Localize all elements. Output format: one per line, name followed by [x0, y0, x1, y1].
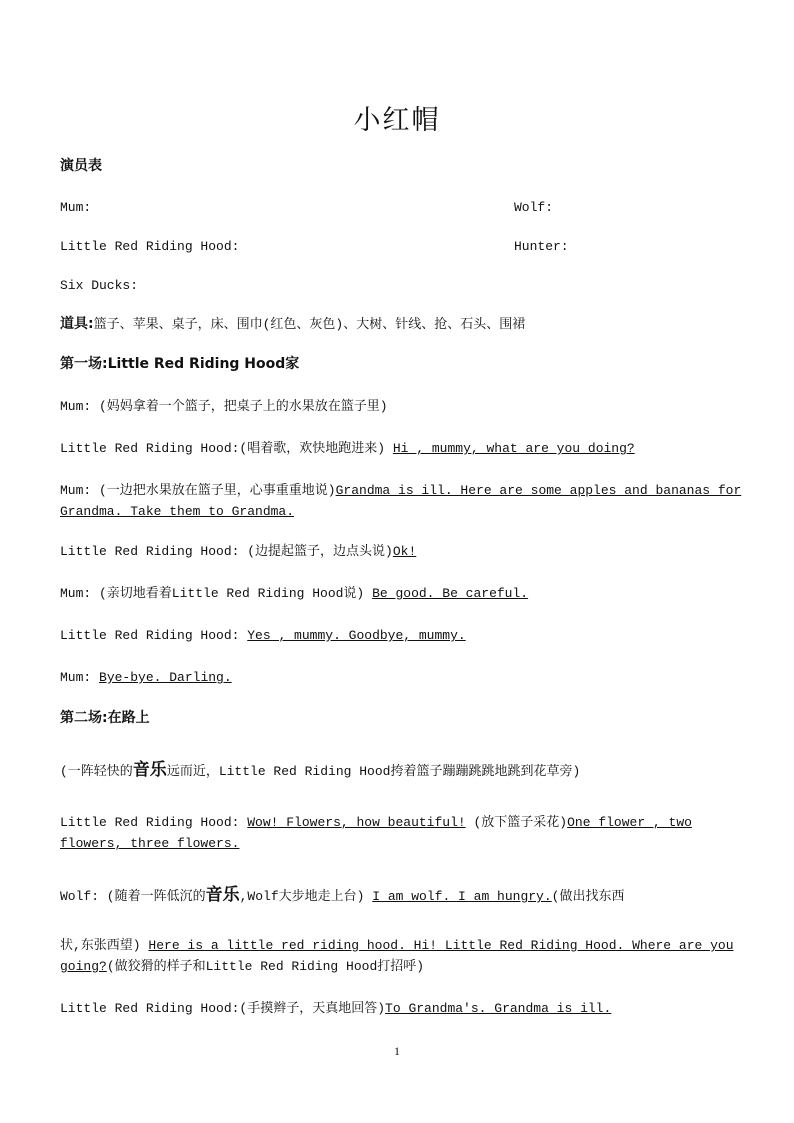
stage-direction: Little Red Riding Hood: (边提起篮子，边点头说)	[60, 544, 393, 559]
speaker: Little Red Riding Hood:	[60, 815, 240, 830]
music-word: 音乐	[205, 887, 240, 906]
cast-lrrh: Little Red Riding Hood:	[60, 239, 240, 254]
music-word: 音乐	[132, 762, 167, 781]
scene2-line-1	[60, 761, 750, 782]
speaker: Mum:	[60, 670, 92, 685]
scene1-line-3	[60, 480, 750, 522]
scene2-line-4	[60, 935, 750, 977]
dialogue-text: Hi , mummy, what are you doing?	[392, 441, 635, 456]
cast-wolf: Wolf:	[514, 200, 554, 215]
stage-direction: ,Wolf大步地走上台)	[239, 889, 365, 904]
cast-row-1	[60, 197, 750, 218]
dialogue-text: I am wolf. I am hungry.	[372, 889, 552, 904]
props-items: 篮子、苹果、桌子，床、围巾(红色、灰色)、大树、针线、抢、石头、围裙	[93, 317, 526, 332]
dialogue-text: Bye-bye. Darling.	[99, 670, 232, 685]
stage-direction: Mum: (一边把水果放在篮子里，心事重重地说)	[60, 483, 336, 498]
scene2-heading: 第二场:在路上	[60, 710, 150, 726]
dialogue-text: One flower , two flowers, three flowers.	[60, 815, 692, 851]
page-number: 1	[394, 1044, 400, 1058]
stage-direction: 状,东张西望)	[60, 938, 141, 953]
stage-direction: (做狡猾的样子和Little Red Riding Hood打招呼)	[106, 959, 425, 974]
scene1-line-2	[60, 438, 750, 459]
dialogue-text: Yes , mummy. Goodbye, mummy.	[247, 628, 466, 643]
props-label: 道具:	[60, 316, 94, 332]
scene2-line-3	[60, 886, 750, 907]
stage-direction: (做出找东西	[551, 889, 625, 904]
scene1-heading: 第一场:Little Red Riding Hood家	[60, 356, 300, 372]
scene1-line-7	[60, 667, 750, 688]
dialogue-text: Here is a little red riding hood. Hi! Little Red Riding Hood. Where are you going?	[60, 938, 734, 974]
stage-direction: 远而近，Little Red Riding Hood挎着篮子蹦蹦跳跳地跳到花草旁)	[166, 764, 581, 779]
scene2-line-2	[60, 812, 750, 854]
stage-direction: Mum: (亲切地看着Little Red Riding Hood说)	[60, 586, 365, 601]
speaker: Little Red Riding Hood:	[60, 628, 240, 643]
scene2-line-5	[60, 998, 750, 1019]
dialogue-text: Grandma is ill. Here are some apples and bananas for Grandma. Take them to Grandma.	[60, 483, 742, 519]
scene1-line-1: Mum: (妈妈拿着一个篮子，把桌子上的水果放在篮子里)	[60, 399, 388, 414]
cast-ducks: Six Ducks:	[60, 278, 139, 293]
page-title: 小红帽	[353, 105, 441, 136]
dialogue-text: Be good. Be careful.	[372, 586, 529, 601]
scene1-line-4	[60, 541, 750, 562]
cast-mum: Mum:	[60, 200, 92, 215]
dialogue-text: Wow! Flowers, how beautiful!	[247, 815, 466, 830]
dialogue-text: To Grandma's. Grandma is ill.	[385, 1001, 612, 1016]
stage-direction: Little Red Riding Hood:(手摸辫子，天真地回答)	[60, 1001, 386, 1016]
stage-direction: (一阵轻快的	[60, 764, 133, 779]
scene1-line-6	[60, 625, 750, 646]
dialogue-text: Ok!	[392, 544, 417, 559]
props-line	[60, 314, 750, 335]
stage-direction: Little Red Riding Hood:(唱着歌，欢快地跑进来)	[60, 441, 386, 456]
stage-direction: Wolf: (随着一阵低沉的	[60, 889, 206, 904]
stage-direction: (放下篮子采花)	[473, 815, 568, 830]
scene1-line-5	[60, 583, 750, 604]
cast-heading: 演员表	[60, 158, 102, 174]
cast-row-2	[60, 236, 750, 257]
cast-hunter: Hunter:	[514, 239, 569, 254]
